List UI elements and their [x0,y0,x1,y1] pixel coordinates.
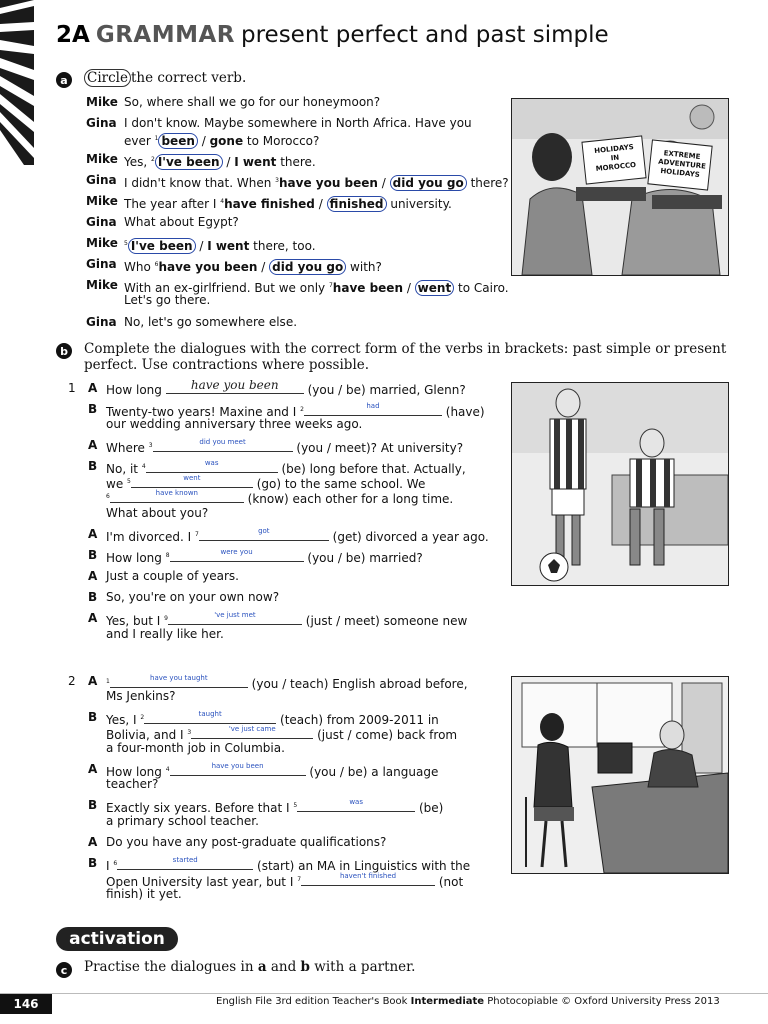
speaker: A [88,611,98,625]
exercise-b-badge: b [56,343,72,359]
dialogue-line: $^1$ have you taught (you / teach) English abroad before, [106,674,468,691]
laptop-sign-right: EXTREME ADVENTURE HOLIDAYS [657,149,707,179]
circled-answer[interactable]: did you go [390,175,467,191]
dialogue-line: Where $^3$ did you meet (you / meet)? At university? [106,438,464,455]
sunburst-decoration [0,0,34,165]
dialogue-line: Open University last year, but I $^7$ haven't finished (not [106,872,464,889]
dialogue-number: 1 [68,381,76,395]
dialogue-line: a four-month job in Columbia. [106,741,285,755]
dialogue-line: How long have you been (you / be) married, Glenn? [106,378,466,397]
circled-answer[interactable]: finished [327,196,387,212]
dialogue-line: ever $^1$ been / gone to Morocco? [124,134,320,148]
dialogue-line: and I really like her. [106,627,224,641]
speaker: A [88,438,98,452]
speaker: A [88,381,98,395]
dialogue-line: $^6$ have known (know) each other for a long time. [106,489,454,506]
speaker: A [88,835,98,849]
footer-copyright: English File 3rd edition Teacher's Book Intermediate Photocopiable © Oxford University Press 2013 [216,996,720,1007]
dialogue-line: What about Egypt? [124,215,239,229]
answer-blank[interactable]: started [117,857,253,870]
section-label: GRAMMAR [95,22,235,48]
instruction-rest: the correct verb. [130,70,247,86]
speaker: A [88,527,98,541]
speaker: Mike [86,236,118,250]
answer-blank[interactable]: was [297,799,415,812]
speaker: Mike [86,278,118,292]
exercise-b-instruction-1: Complete the dialogues with the correct form of the verbs in brackets: past simple or present [84,341,727,357]
speaker: B [88,459,98,473]
dialogue-line: Just a couple of years. [106,569,239,583]
dialogue-number: 2 [68,674,76,688]
answer-blank[interactable]: 've just met [168,612,302,625]
speaker: Mike [86,194,118,208]
page-number: 146 [0,994,52,1014]
illustration-footballers [511,382,729,586]
dialogue-line: Who $^6$have you been / did you go with? [124,260,382,274]
dialogue-line: I'm divorced. I $^7$ got (get) divorced a year ago. [106,527,489,544]
footer-rule [0,993,768,994]
dialogue-line: No, it $^4$ was (be) long before that. Actually, [106,459,466,476]
answer-blank[interactable]: was [146,460,278,473]
speaker: Gina [86,215,117,229]
dialogue-line: $^5$ I've been / I went there, too. [124,239,316,253]
dialogue-line: Let's go there. [124,293,211,307]
dialogue-line: So, you're on your own now? [106,590,280,604]
exercise-c-instruction: Practise the dialogues in a and b with a partner. [84,959,416,975]
speaker: Gina [86,116,117,130]
dialogue-line: I didn't know that. When $^3$have you been / did you go there? [124,176,509,190]
speaker: Gina [86,315,117,329]
answer-blank[interactable]: had [304,403,442,416]
dialogue-line: Yes, but I $^9$ 've just met (just / meet) someone new [106,611,468,628]
dialogue-line: Twenty-two years! Maxine and I $^2$ had (have) [106,402,485,419]
answer-blank[interactable]: got [199,528,329,541]
dialogue-line: With an ex-girlfriend. But we only $^7$have been / went to Cairo. [124,281,509,295]
circled-answer[interactable]: went [415,280,455,296]
illustration-job-interview [511,676,729,874]
dialogue-line: a primary school teacher. [106,814,259,828]
circled-answer[interactable]: been [158,133,197,149]
dialogue-line: Exactly six years. Before that I $^5$ was (be) [106,798,444,815]
speaker: A [88,762,98,776]
dialogue-line: I don't know. Maybe somewhere in North Africa. Have you [124,116,472,130]
answer-blank[interactable]: have known [110,490,244,503]
answer-blank[interactable]: taught [144,711,276,724]
speaker: B [88,798,98,812]
answer-blank[interactable]: did you meet [153,439,293,452]
speaker: B [88,402,98,416]
speaker: A [88,569,98,583]
speaker: B [88,548,98,562]
speaker: B [88,590,98,604]
answer-blank[interactable]: have you been [170,763,306,776]
dialogue-line: The year after I $^4$have finished / finished university. [124,197,452,211]
speaker: Gina [86,257,117,271]
dialogue-line: Ms Jenkins? [106,689,176,703]
activation-banner: activation [56,927,178,951]
dialogue-line: Do you have any post-graduate qualifications? [106,835,387,849]
circle-word: Circle [84,69,131,87]
dialogue-line: teacher? [106,777,159,791]
dialogue-line: So, where shall we go for our honeymoon? [124,95,381,109]
job-interview-drawing [512,677,728,873]
circled-answer[interactable]: I've been [128,238,196,254]
footballers-drawing [512,383,728,585]
dialogue-line: Bolivia, and I $^3$ 've just came (just / come) back from [106,725,458,742]
exercise-b-instruction-2: perfect. Use contractions where possible. [84,357,370,373]
circled-answer[interactable]: did you go [269,259,346,275]
illustration-couple-laptops [511,98,729,276]
dialogue-line: What about you? [106,506,209,520]
speaker: B [88,710,98,724]
exercise-c-badge: c [56,962,72,978]
exercise-a-badge: a [56,72,72,88]
answer-blank[interactable]: haven't finished [301,873,435,886]
dialogue-line: we $^5$ went (go) to the same school. We [106,474,426,491]
unit-number: 2A [56,22,90,48]
dialogue-line: How long $^8$ were you (you / be) married? [106,548,423,565]
topic-title: present perfect and past simple [241,22,609,48]
dialogue-line: Yes, $^2$ I've been / I went there. [124,155,316,169]
speaker: A [88,674,98,688]
speaker: B [88,856,98,870]
answer-blank[interactable]: 've just came [191,726,313,739]
speaker: Gina [86,173,117,187]
answer-blank[interactable]: were you [170,549,304,562]
answer-blank[interactable]: have you taught [110,675,248,688]
dialogue-line: our wedding anniversary three weeks ago. [106,417,363,431]
dialogue-line: Yes, I $^2$ taught (teach) from 2009-2011 in [106,710,439,727]
exercise-a-instruction [84,70,246,86]
answer-blank[interactable]: have you been [166,381,304,394]
page-title [56,22,609,48]
couple-laptops-drawing [512,99,728,275]
circled-answer[interactable]: I've been [155,154,223,170]
answer-blank[interactable]: went [131,475,253,488]
dialogue-line: How long $^4$ have you been (you / be) a language [106,762,439,779]
laptop-sign-left: HOLIDAYS IN MOROCCO [593,143,637,174]
dialogue-line: finish) it yet. [106,887,182,901]
dialogue-line: No, let's go somewhere else. [124,315,298,329]
speaker: Mike [86,152,118,166]
speaker: Mike [86,95,118,109]
dialogue-line: I $^6$ started (start) an MA in Linguistics with the [106,856,471,873]
